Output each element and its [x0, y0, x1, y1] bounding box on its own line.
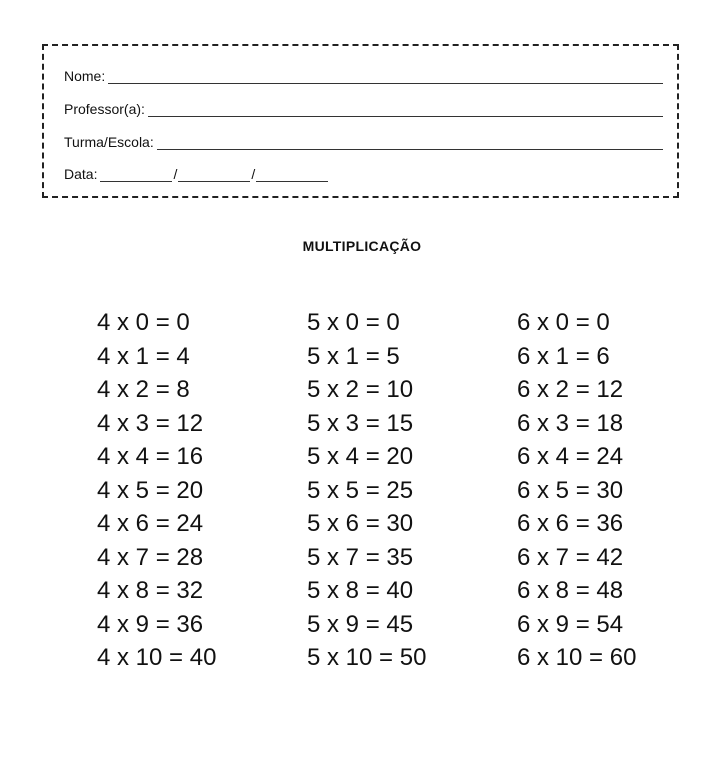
- date-label: Data:: [64, 166, 98, 182]
- date-day-line[interactable]: [100, 168, 172, 182]
- date-month-line[interactable]: [178, 168, 250, 182]
- table-row: 4 x 6 = 24: [97, 510, 204, 537]
- table-row: 6 x 6 = 36: [517, 510, 624, 537]
- table-row: 6 x 4 = 24: [517, 443, 624, 470]
- table-row: 6 x 1 = 6: [517, 342, 610, 370]
- table-row: 5 x 4 = 20: [307, 443, 414, 470]
- table-row: 5 x 10 = 50: [307, 644, 427, 671]
- table-row: 5 x 6 = 30: [307, 510, 414, 537]
- table-row: 5 x 8 = 40: [307, 577, 414, 604]
- table-row: 5 x 3 = 15: [307, 409, 414, 437]
- teacher-label: Professor(a):: [64, 101, 145, 117]
- date-separator: /: [251, 166, 256, 182]
- table-row: 6 x 0 = 0: [517, 309, 610, 336]
- date-field[interactable]: [64, 166, 328, 182]
- times-table-5: [307, 306, 426, 675]
- table-row: 4 x 9 = 36: [97, 610, 204, 638]
- table-row: 4 x 4 = 16: [97, 443, 204, 470]
- table-row: 4 x 5 = 20: [97, 476, 204, 504]
- student-info-box: [42, 44, 679, 198]
- table-row: 4 x 1 = 4: [97, 342, 190, 370]
- teacher-line[interactable]: [148, 103, 663, 117]
- table-row: 6 x 9 = 54: [517, 610, 624, 638]
- table-row: 6 x 10 = 60: [517, 644, 637, 671]
- table-row: 4 x 7 = 28: [97, 543, 204, 571]
- table-row: 4 x 0 = 0: [97, 309, 190, 336]
- table-row: 6 x 3 = 18: [517, 409, 624, 437]
- table-row: 5 x 7 = 35: [307, 543, 414, 571]
- table-row: 4 x 3 = 12: [97, 409, 204, 437]
- table-row: 6 x 5 = 30: [517, 476, 624, 504]
- page-title: MULTIPLICAÇÃO: [302, 238, 422, 254]
- table-row: 6 x 7 = 42: [517, 543, 624, 571]
- date-separator: /: [173, 166, 178, 182]
- teacher-field[interactable]: [64, 101, 663, 117]
- table-row: 6 x 2 = 12: [517, 376, 624, 403]
- table-row: 5 x 0 = 0: [307, 309, 400, 336]
- name-line[interactable]: [108, 70, 663, 84]
- table-row: 5 x 5 = 25: [307, 476, 414, 504]
- name-field[interactable]: [64, 68, 663, 84]
- table-row: 5 x 1 = 5: [307, 342, 400, 370]
- name-label: Nome:: [64, 68, 106, 84]
- times-table-4: [97, 306, 216, 675]
- class-school-label: Turma/Escola:: [64, 134, 154, 150]
- table-row: 4 x 2 = 8: [97, 376, 190, 403]
- table-row: 5 x 9 = 45: [307, 610, 414, 638]
- table-row: 4 x 8 = 32: [97, 577, 204, 604]
- class-school-line[interactable]: [157, 136, 663, 150]
- times-table-6: [517, 306, 636, 675]
- class-school-field[interactable]: [64, 134, 663, 150]
- table-row: 4 x 10 = 40: [97, 644, 217, 671]
- date-year-line[interactable]: [256, 168, 328, 182]
- table-row: 5 x 2 = 10: [307, 376, 414, 403]
- table-row: 6 x 8 = 48: [517, 577, 624, 604]
